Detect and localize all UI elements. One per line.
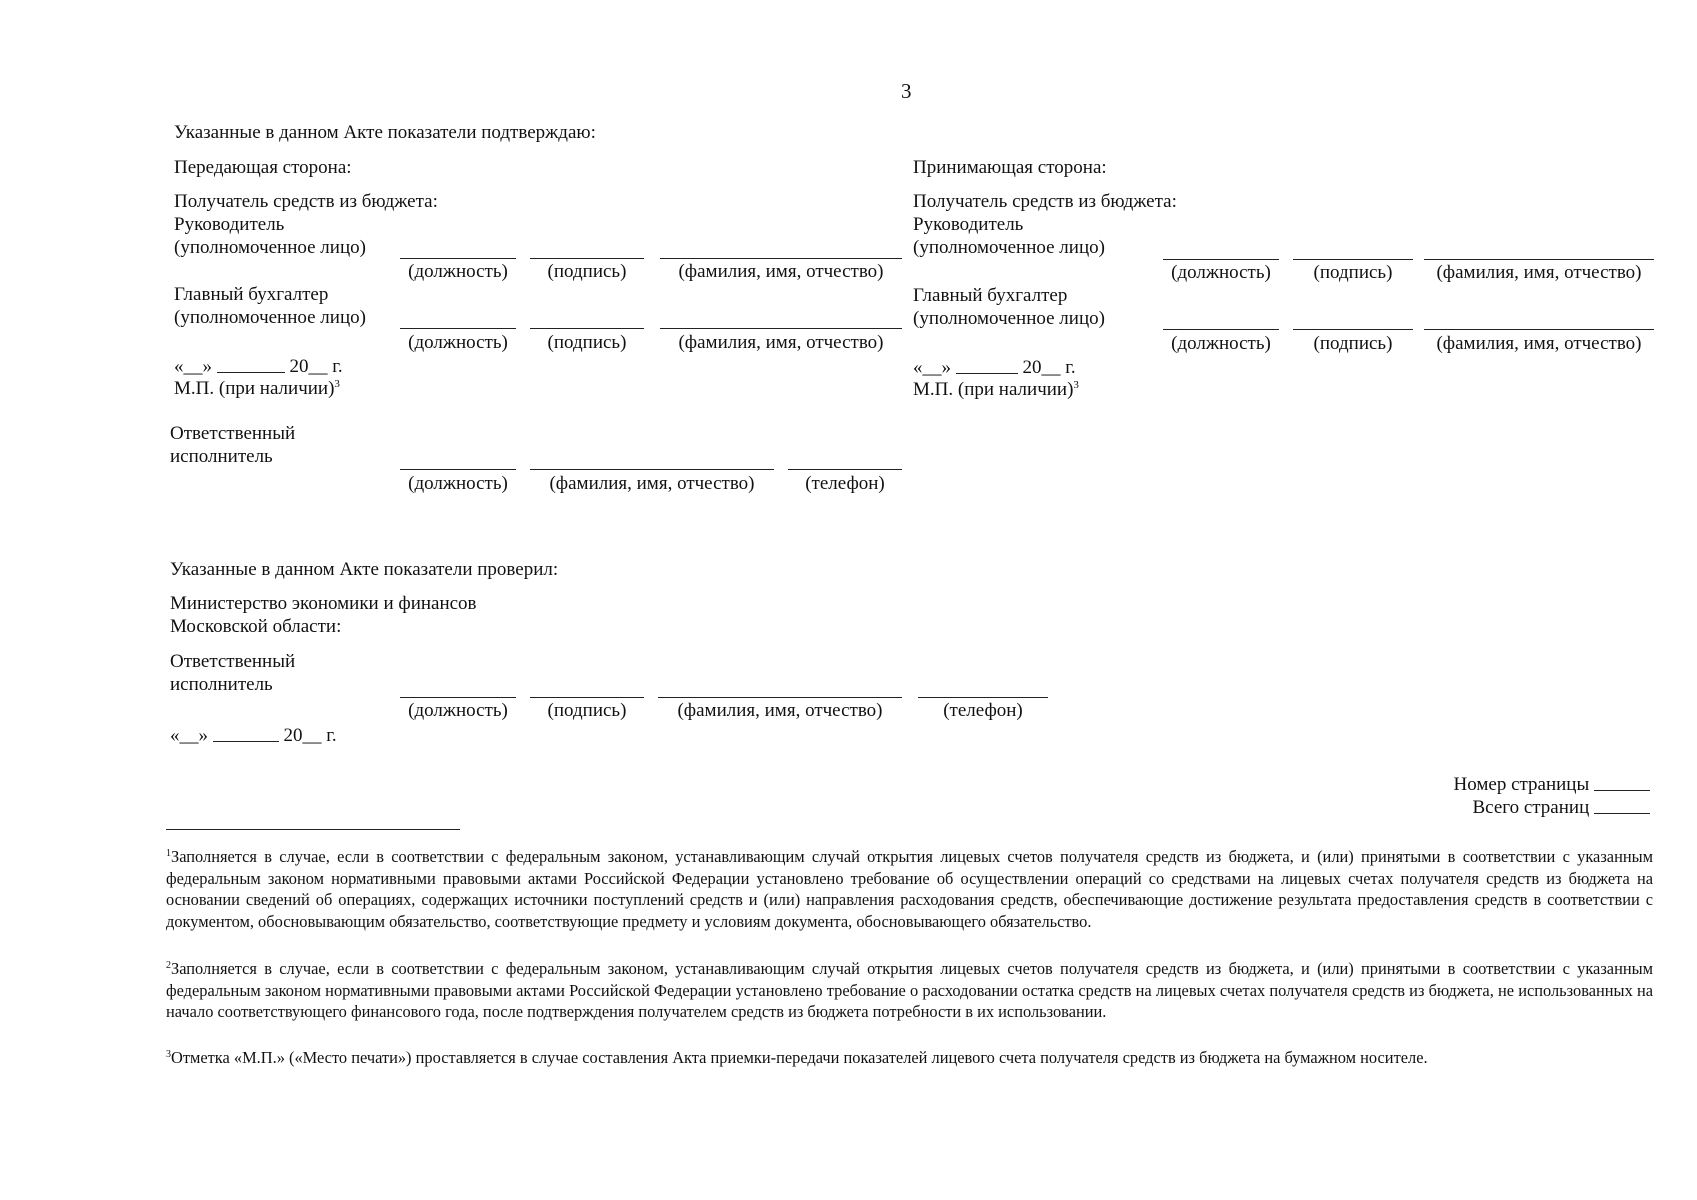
receiving-accountant-fio-line	[1424, 329, 1654, 330]
receiving-date-month-line	[956, 355, 1018, 374]
footnote-1-number: 1	[166, 848, 171, 859]
transferring-date-year: 20__ г.	[289, 356, 343, 377]
receiving-accountant-signature-caption: (подпись)	[1313, 333, 1393, 354]
checked-fio-caption: (фамилия, имя, отчество)	[677, 700, 883, 721]
transferring-head-sublabel: (уполномоченное лицо)	[174, 237, 366, 258]
receiving-accountant-position-line	[1163, 329, 1279, 330]
footnote-3-number: 3	[166, 1049, 171, 1060]
footnote-2-number: 2	[166, 960, 171, 971]
transferring-head-position-caption: (должность)	[408, 261, 508, 282]
checked-date	[170, 723, 337, 747]
transferring-head-signature-caption: (подпись)	[547, 261, 627, 282]
footnote-2-text: Заполняется в случае, если в соответствии с федеральным законом, устанавливающим случай открытия лицевых счетов получателя средств из бюджета, и (или) принятыми в соответствии с указанным федеральным законом нормативными правовыми актами Российской Федерации установлено требование о расходовании остатка средств на лицевых счетах получателя средств из бюджета, не использованных на начало соответствующего финансового года, после подтверждения получателем средств из бюджета потребности в их использовании.	[166, 959, 1653, 1021]
transferring-head-fio-line	[660, 258, 902, 259]
receiving-title: Принимающая сторона:	[913, 157, 1107, 178]
confirm-heading: Указанные в данном Акте показатели подтверждаю:	[174, 122, 596, 143]
checked-position-caption: (должность)	[408, 700, 508, 721]
transferring-head-label: Руководитель	[174, 214, 285, 235]
receiving-seal-label: М.П. (при наличии)	[913, 379, 1074, 400]
total-pages-field	[1473, 795, 1651, 819]
transferring-head-position-line	[400, 258, 516, 259]
responsible-fio-caption: (фамилия, имя, отчество)	[549, 473, 755, 494]
page-number-label: Номер страницы	[1453, 774, 1590, 795]
responsible-phone-line	[788, 469, 902, 470]
footnote-3	[166, 1047, 1653, 1069]
transferring-head-signature-line	[530, 258, 644, 259]
checked-signature-line	[530, 697, 644, 698]
checked-heading: Указанные в данном Акте показатели проверил:	[170, 559, 559, 580]
footnote-3-text: Отметка «М.П.» («Место печати») проставляется в случае составления Акта приемки-передачи показателей лицевого счета получателя средств из бюджета на бумажном носителе.	[171, 1048, 1428, 1067]
transferring-seal-label: М.П. (при наличии)	[174, 378, 335, 399]
receiving-head-fio-caption: (фамилия, имя, отчество)	[1436, 262, 1642, 283]
receiving-head-label: Руководитель	[913, 214, 1024, 235]
transferring-date-day: «__»	[174, 356, 212, 377]
transferring-accountant-signature-line	[530, 328, 644, 329]
receiving-date	[913, 355, 1076, 379]
responsible-phone-caption: (телефон)	[805, 473, 885, 494]
page-number-blank	[1594, 772, 1650, 791]
receiving-accountant-signature-line	[1293, 329, 1413, 330]
checked-signature-caption: (подпись)	[547, 700, 627, 721]
receiving-head-position-line	[1163, 259, 1279, 260]
checked-position-line	[400, 697, 516, 698]
checked-date-year: 20__ г.	[283, 725, 337, 746]
receiving-head-position-caption: (должность)	[1171, 262, 1271, 283]
receiving-accountant-position-caption: (должность)	[1171, 333, 1271, 354]
transferring-accountant-fio-line	[660, 328, 902, 329]
footnote-1-text: Заполняется в случае, если в соответствии с федеральным законом, устанавливающим случай открытия лицевых счетов получателя средств из бюджета, и (или) принятыми в соответствии с указанным федеральным законом нормативными правовыми актами Российской Федерации установлено требование об осуществлении операций со средствами на лицевых счетах получателя средств из бюджета на основании сведений об операциях, содержащих источники поступлений средств и (или) направления расходования средств, обеспечивающие достижение результата предоставления средств в соответствии с документом, обосновывающим обязательство, соответствующие предмету и условиям документа, обосновывающего обязательство.	[166, 847, 1653, 931]
transferring-accountant-signature-caption: (подпись)	[547, 332, 627, 353]
receiving-accountant-sublabel: (уполномоченное лицо)	[913, 308, 1105, 329]
footnote-1	[166, 846, 1653, 932]
checked-date-day: «__»	[170, 725, 208, 746]
footnote-separator	[166, 829, 460, 830]
transferring-seal	[174, 377, 340, 400]
receiving-seal-footnote-ref: 3	[1073, 379, 1079, 391]
page-number-field	[1454, 772, 1651, 796]
transferring-accountant-position-line	[400, 328, 516, 329]
checked-phone-line	[918, 697, 1048, 698]
responsible-sublabel: исполнитель	[170, 446, 273, 467]
transferring-accountant-position-caption: (должность)	[408, 332, 508, 353]
transferring-recipient: Получатель средств из бюджета:	[174, 191, 438, 212]
responsible-label: Ответственный	[170, 423, 296, 444]
transferring-accountant-label: Главный бухгалтер	[174, 284, 329, 305]
receiving-accountant-fio-caption: (фамилия, имя, отчество)	[1436, 333, 1642, 354]
transferring-date	[174, 354, 343, 378]
checked-responsible-sublabel: исполнитель	[170, 674, 273, 695]
transferring-accountant-sublabel: (уполномоченное лицо)	[174, 307, 366, 328]
transferring-accountant-fio-caption: (фамилия, имя, отчество)	[678, 332, 884, 353]
transferring-seal-footnote-ref: 3	[334, 378, 340, 390]
total-pages-label: Всего страниц	[1472, 797, 1590, 818]
receiving-accountant-label: Главный бухгалтер	[913, 285, 1068, 306]
checked-fio-line	[658, 697, 902, 698]
receiving-recipient: Получатель средств из бюджета:	[913, 191, 1177, 212]
transferring-title: Передающая сторона:	[174, 157, 352, 178]
responsible-fio-line	[530, 469, 774, 470]
receiving-head-fio-line	[1424, 259, 1654, 260]
receiving-head-signature-line	[1293, 259, 1413, 260]
transferring-head-fio-caption: (фамилия, имя, отчество)	[678, 261, 884, 282]
receiving-head-signature-caption: (подпись)	[1313, 262, 1393, 283]
receiving-head-sublabel: (уполномоченное лицо)	[913, 237, 1105, 258]
receiving-seal	[913, 378, 1079, 401]
receiving-date-day: «__»	[913, 357, 951, 378]
responsible-position-line	[400, 469, 516, 470]
responsible-position-caption: (должность)	[408, 473, 508, 494]
footnote-2	[166, 958, 1653, 1023]
page-number: 3	[901, 79, 912, 103]
checked-phone-caption: (телефон)	[943, 700, 1023, 721]
checked-date-month-line	[213, 723, 279, 742]
transferring-date-month-line	[217, 354, 285, 373]
checked-responsible-label: Ответственный	[170, 651, 296, 672]
total-pages-blank	[1594, 795, 1650, 814]
ministry-sublabel: Московской области:	[170, 616, 342, 637]
ministry-label: Министерство экономики и финансов	[170, 593, 477, 614]
receiving-date-year: 20__ г.	[1022, 357, 1076, 378]
